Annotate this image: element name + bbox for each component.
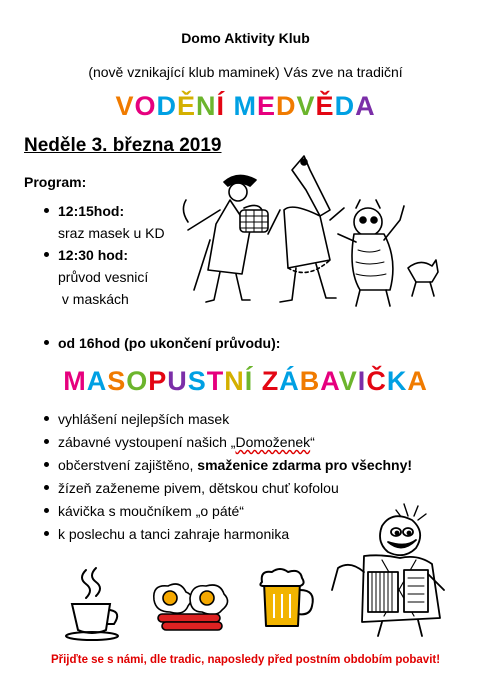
- headline-letter: A: [355, 91, 376, 121]
- headline-letter: A: [86, 366, 108, 396]
- headline-letter: Í: [216, 91, 225, 121]
- beer-mug-icon: [256, 566, 318, 630]
- headline-letter: A: [407, 366, 428, 396]
- headline-letter: I: [357, 366, 367, 396]
- headline-letter: O: [126, 366, 149, 396]
- club-name: Domo Aktivity Klub: [181, 30, 310, 46]
- headline-letter: Č: [366, 366, 387, 396]
- footer-invitation: Přijďte se s námi, dle tradic, naposledy před postním obdobím pobavit!: [50, 654, 441, 666]
- headline-letter: M: [63, 366, 87, 396]
- schedule-time: 12:15hod:: [58, 203, 125, 219]
- headline-letter: [253, 366, 262, 396]
- headline-letter: A: [320, 366, 339, 396]
- headline-letter: D: [334, 91, 356, 121]
- headline-letter: T: [206, 366, 225, 396]
- bullet-icon: [44, 508, 49, 513]
- invitation-line: (nově vznikající klub maminek) Vás zve na tradiční: [88, 64, 403, 80]
- headline-letter: [225, 91, 234, 121]
- fried-eggs-sausages-icon: [150, 578, 232, 634]
- schedule-time: od 16hod (po ukončení průvodu):: [58, 335, 281, 351]
- headline-letter: B: [299, 366, 321, 396]
- headline-letter: Á: [279, 366, 300, 396]
- bullet-icon: [44, 439, 49, 444]
- headline-letter: U: [167, 366, 188, 396]
- headline-letter: S: [107, 366, 127, 396]
- carnival-parade-icon: [180, 150, 442, 315]
- headline-vodeni-medveda: [0, 91, 491, 122]
- headline-letter: Ě: [176, 91, 196, 121]
- bullet-icon: [44, 416, 49, 421]
- headline-letter: S: [187, 366, 207, 396]
- bullet-icon: [44, 462, 49, 467]
- headline-letter: M: [233, 91, 258, 121]
- headline-letter: D: [276, 91, 297, 121]
- headline-letter: K: [386, 366, 408, 396]
- bullet-icon: [44, 208, 49, 213]
- headline-letter: O: [134, 91, 157, 121]
- bullet-icon: [44, 340, 49, 345]
- headline-letter: V: [296, 91, 316, 121]
- event-date: Neděle 3. března 2019: [24, 135, 222, 156]
- headline-letter: D: [156, 91, 177, 121]
- headline-letter: N: [224, 366, 245, 396]
- bullet-icon: [44, 252, 49, 257]
- headline-letter: E: [257, 91, 277, 121]
- headline-masopustni-zabavicka: [0, 366, 491, 397]
- headline-letter: V: [115, 91, 135, 121]
- coffee-cup-icon: [64, 566, 124, 642]
- headline-letter: Í: [244, 366, 254, 396]
- accordion-player-icon: [322, 498, 452, 638]
- headline-letter: Z: [261, 366, 280, 396]
- schedule-time: 12:30 hod:: [58, 247, 129, 263]
- program-label: Program:: [24, 174, 87, 190]
- bullet-icon: [44, 485, 49, 490]
- bullet-icon: [44, 531, 49, 536]
- headline-letter: P: [148, 366, 168, 396]
- headline-letter: V: [338, 366, 358, 396]
- headline-letter: N: [195, 91, 217, 121]
- headline-letter: Ě: [315, 91, 335, 121]
